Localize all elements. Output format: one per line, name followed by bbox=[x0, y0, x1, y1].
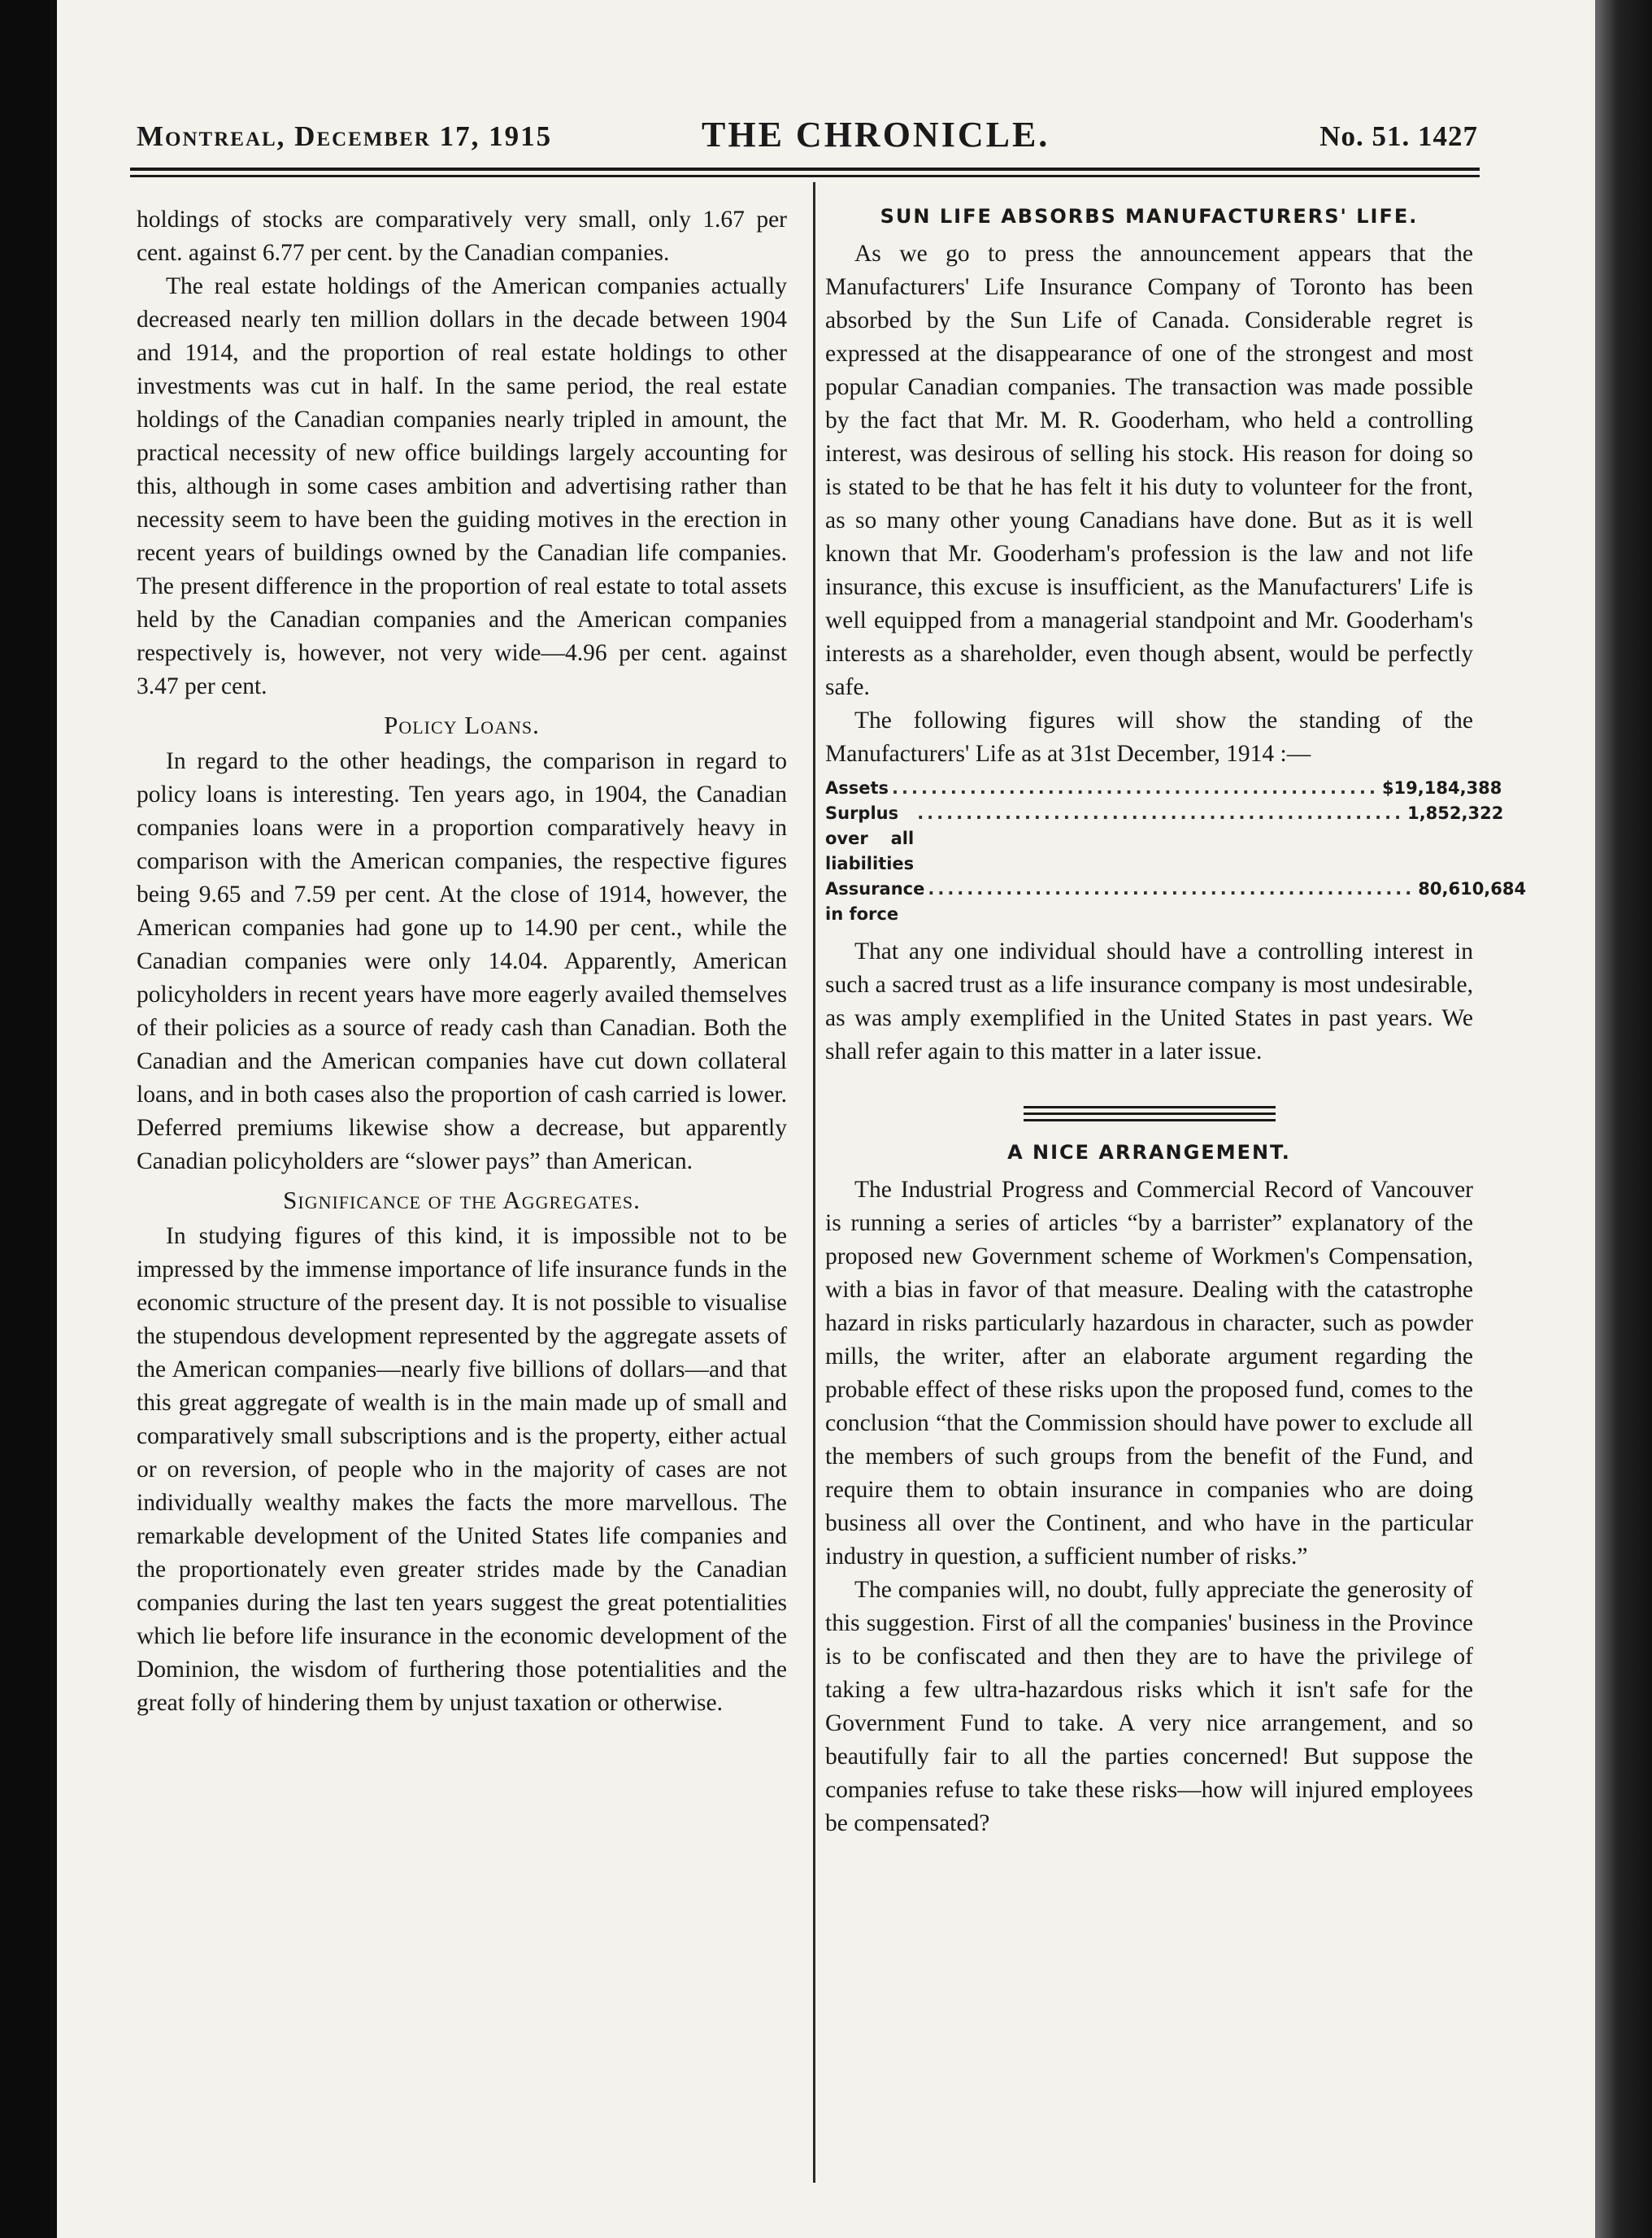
page-header bbox=[137, 114, 1478, 155]
body-paragraph: holdings of stocks are comparatively very small, only 1.67 per cent. against 6.77 per cent. by the Canadian companies. bbox=[137, 207, 787, 266]
body-paragraph: That any one individual should have a controlling interest in such a sacred trust as a life insurance company is most undesirable, as was amply exemplified in the United States in past years. We shall refer again to this matter in a later issue. bbox=[825, 938, 1473, 1065]
figure-value: $19,184,388 bbox=[1381, 778, 1502, 798]
body-paragraph: In regard to the other headings, the comparison in regard to policy loans is interesting. Ten years ago, in 1904, the Canadian companies loans were in a proportion comparatively heavy in comparison with the American companies, the respective figures being 9.65 and 7.59 per cent. At the close of 1914, however, the American companies had gone up to 14.90 per cent., while the Canadian companies were only 14.04. Apparently, American policyholders in recent years have more eagerly availed themselves of their policies as a source of ready cash than Canadian. Both the Canadian and the American companies have cut down collateral loans, and in both cases also the proportion of cash carried is lower. Deferred premiums likewise show a decrease, but apparently Canadian policyholders are “slower pays” than American. bbox=[137, 748, 787, 1174]
section-subhead: Policy Loans. bbox=[384, 711, 540, 739]
figures-row: Assurance in force .................................................. 80,610,684 bbox=[825, 877, 1473, 927]
header-rule bbox=[130, 175, 1480, 177]
scan-binding-edge bbox=[1595, 0, 1652, 2238]
header-rule bbox=[130, 168, 1480, 171]
body-paragraph: The Industrial Progress and Commercial Record of Vancouver is running a series of articles “by a barrister” explanatory of the proposed new Government scheme of Workmen's Compensation, with a bias in favor of that measure. Dealing with the catastrophe hazard in risks particularly hazardous in character, such as powder mills, the writer, after an elaborate argument regarding the probable effect of these risks upon the proposed fund, comes to the conclusion “that the Commission should have power to exclude all the members of such groups from the benefit of the Fund, and require them to obtain insurance in companies who are doing business all over the Continent, and who have in the particular industry in question, a sufficient number of risks.” bbox=[825, 1177, 1473, 1570]
figures-row: Assets .................................................. $19,184,388 bbox=[825, 776, 1473, 801]
header-masthead: THE CHRONICLE. bbox=[702, 115, 1050, 155]
scan-left-edge bbox=[0, 0, 57, 2238]
body-paragraph: The following figures will show the standing of the Manufacturers' Life as at 31st December, 1914 :— bbox=[825, 708, 1473, 767]
right-column bbox=[825, 203, 1527, 1840]
figure-value: 80,610,684 bbox=[1418, 879, 1527, 899]
article-separator bbox=[1024, 1106, 1276, 1121]
header-dateline: Montreal, December 17, 1915 bbox=[137, 120, 553, 152]
header-issue-page: No. 51. 1427 bbox=[1319, 120, 1478, 152]
figure-value: 1,852,322 bbox=[1407, 803, 1504, 823]
body-paragraph: The real estate holdings of the American companies actually decreased nearly ten million dollars in the decade between 1904 and 1914, and the proportion of real estate holdings to other investments was cut in half. In the same period, the real estate holdings of the Canadian companies nearly tripled in amount, the practical necessity of new office buildings largely accounting for this, although in some cases ambition and advertising rather than necessity seem to have been the guiding motives in the erection in recent years of buildings owned by the Canadian life companies. The present difference in the proportion of real estate to total assets held by the Canadian companies and the American companies respectively is, however, not very wide—4.96 per cent. against 3.47 per cent. bbox=[137, 273, 787, 699]
body-paragraph: As we go to press the announcement appears that the Manufacturers' Life Insurance Company of Toronto has been absorbed by the Sun Life of Canada. Considerable regret is expressed at the disappearance of one of the strongest and most popular Canadian companies. The transaction was made possible by the fact that Mr. M. R. Gooderham, who held a controlling interest, was desirous of selling his stock. His reason for doing so is stated to be that he has felt it his duty to volunteer for the front, as so many other young Canadians have done. But as it is well known that Mr. Gooderham's profession is the law and not life insurance, this excuse is insufficient, as the Manufacturers' Life is well equipped from a managerial standpoint and Mr. Gooderham's interests as a shareholder, even though absent, would be perfectly safe. bbox=[825, 241, 1473, 700]
body-paragraph: The companies will, no doubt, fully appreciate the generosity of this suggestion. First of all the companies' business in the Province is to be confiscated and then they are to have the privilege of taking a few ultra-hazardous risks which it isn't safe for the Government Fund to take. A very nice arrangement, and so beautifully fair to all the parties concerned! But suppose the companies refuse to take these risks—how will injured employees be compensated? bbox=[825, 1577, 1473, 1836]
column-divider bbox=[813, 182, 815, 2183]
article-headline: A NICE ARRANGEMENT. bbox=[1007, 1141, 1291, 1164]
body-paragraph: In studying figures of this kind, it is impossible not to be impressed by the immense importance of life insurance funds in the economic structure of the present day. It is not possible to visualise the stupendous development represented by the aggregate assets of the American companies—nearly five billions of dollars—and that this great aggregate of wealth is in the main made up of small and comparatively small subscriptions and is the property, either actual or on reversion, of people who in the majority of cases are not individually wealthy makes the facts the more marvellous. The remarkable development of the United States life companies and the proportionately even greater strides made by the Canadian companies during the last ten years suggest the great potentialities which lie before life insurance in the economic development of the Dominion, the wisdom of furthering those potentialities and the great folly of hindering them by unjust taxation or otherwise. bbox=[137, 1223, 787, 1716]
article-headline: SUN LIFE ABSORBS MANUFACTURERS' LIFE. bbox=[880, 205, 1419, 228]
figure-label: Surplus over all liabilities bbox=[825, 803, 915, 873]
section-subhead: Significance of the Aggregates. bbox=[283, 1186, 641, 1214]
left-column bbox=[137, 203, 787, 1720]
figure-label: Assurance in force bbox=[825, 879, 925, 924]
figures-table bbox=[825, 776, 1527, 927]
figure-label: Assets bbox=[825, 778, 889, 798]
figures-row: Surplus over all liabilities .................................................. 1,852,322 bbox=[825, 801, 1473, 877]
